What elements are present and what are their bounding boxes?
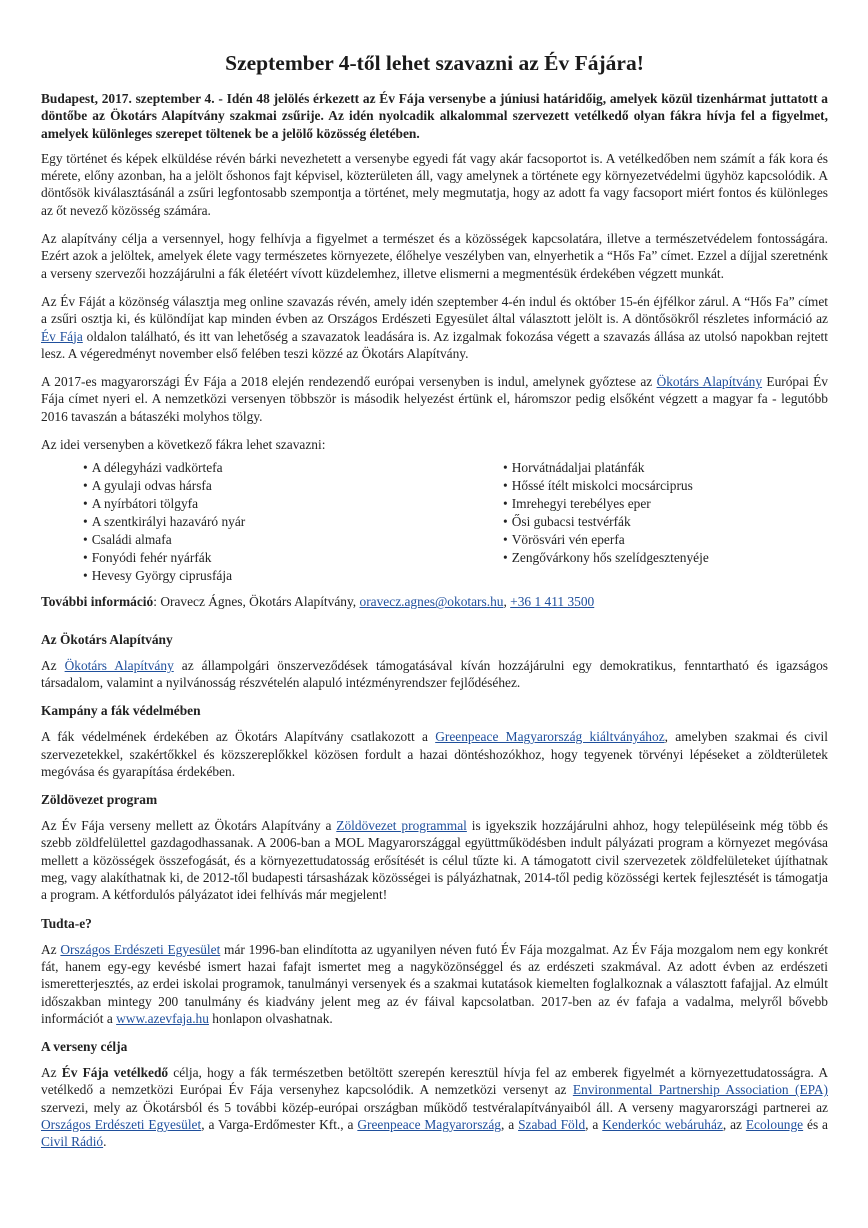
list-item: • A délegyházi vadkörtefa	[83, 459, 503, 477]
zoldovezet-link[interactable]: Zöldövezet programmal	[336, 818, 467, 834]
lead-paragraph: Budapest, 2017. szeptember 4. - Idén 48 jelölés érkezett az Év Fája versenybe a júniusi határidőig, amelyek közül tizenhármat juttatott a döntőbe az Ökotárs Alapítvány szakmai zsűrije. Az idén nyolcadik alkalommal szervezett vetélkedő olyan fákra hívja fel a figyelmet, amelyek különleges szerepet töltenek be a jelölő közösség életében.	[41, 91, 828, 141]
contact-info: További információ: Oravecz Ágnes, Ökotárs Alapítvány, oravecz.agnes@okotars.hu, +36 1 411 3500	[41, 594, 595, 610]
section-okotars-text: Az Ökotárs Alapítvány az állampolgári önszerveződések támogatásával kíván hozzájárulni egy demokratikus, fenntartható és igazságos társadalom, valamint a nyilvánosság részvételén alapuló intézményrendszer fejlődéséhez.	[41, 657, 828, 690]
epa-link[interactable]: Environmental Partnership Association (EPA)	[572, 1082, 828, 1098]
section-heading-goal: A verseny célja	[41, 1039, 128, 1055]
list-item: • Hőssé ítélt miskolci mocsárciprus	[503, 477, 709, 495]
greenpeace-manifesto-link[interactable]: Greenpeace Magyarország kiáltványához	[435, 729, 665, 745]
list-item: • Zengővárkony hős szelídgesztenyéje	[503, 549, 709, 567]
press-release	[41, 46, 828, 1162]
szabad-fold-link[interactable]: Szabad Föld	[518, 1116, 586, 1132]
greenpeace-link[interactable]: Greenpeace Magyarország	[357, 1116, 501, 1132]
paragraph-2: Az alapítvány célja a versennyel, hogy felhívja a figyelmet a természet és a közösségek kapcsolatára, illetve a természetvédelem fontosságára. Ezért azok a jelöltek, amelyek élete vagy természetes környezete, élőhelye veszélyben van, elnyerhetik a “Hős Fa” címet. Ezzel a díjjal szeretnénk a verseny szervezői hozzájárulni a fák életéért vívott küzdelemhez, illetve elismerni a megmentésük érdekében végzett munkát.	[41, 231, 828, 281]
civil-radio-link[interactable]: Civil Rádió	[41, 1134, 104, 1150]
list-item: • Ősi gubacsi testvérfák	[503, 513, 709, 531]
paragraph-5: Az idei versenyben a következő fákra lehet szavazni:	[41, 437, 326, 453]
list-item: • Horvátnádaljai platánfák	[503, 459, 709, 477]
phone-link[interactable]: +36 1 411 3500	[510, 594, 595, 610]
okotars-link[interactable]: Ökotárs Alapítvány	[656, 374, 763, 390]
email-link[interactable]: oravecz.agnes@okotars.hu	[359, 594, 504, 610]
list-item: • Fonyódi fehér nyárfák	[83, 549, 503, 567]
section-campaign-text: A fák védelmének érdekében az Ökotárs Alapítvány csatlakozott a Greenpeace Magyarország kiáltványához, amelyben szakmai és civil szervezetekkel, szakértőkkel és közszereplőkkel közösen fordult a hazai döntéshozókhoz, hogy tegyenek törvényi lépéseket a zöldterületek megóvása és gyarapítása érdekében.	[41, 729, 829, 779]
section-heading-campaign: Kampány a fák védelmében	[41, 703, 201, 719]
section-heading-tudta-e: Tudta-e?	[41, 915, 92, 931]
oee-link[interactable]: Országos Erdészeti Egyesület	[41, 1116, 202, 1132]
section-tudta-e-text: Az Országos Erdészeti Egyesület már 1996-ban elindította az ugyanilyen néven futó Év Fája mozgalmat. Az Év Fája mozgalom nem egy konkrét fát, hanem egy-egy kevésbé ismert hazai fafajt ismertet meg a nagyközönséggel és az erdészeti szakmával. Az adott évben az erdészeti ismeretterjesztés, az erdei iskolai programok, tanulmányi versenyek és a szakmai kutatások kiemelten foglalkoznak a választott fafajjal. Az elmúlt időszakban mintegy 200 tanulmány és kiadvány jelent meg az év fáival kapcsolatban. 2017-ben az év fafaja a vadalma, melyről bővebb információt a www.azevfaja.hu honlapon olvashatnak.	[41, 941, 828, 1026]
paragraph-4: A 2017-es magyarországi Év Fája a 2018 elején rendezendő európai versenyben is indul, amelynek győztese az Ökotárs Alapítvány Európai Év Fája címet nyeri el. A nemzetközi versenyen többször is második helyezést értünk el, háromszor pedig elsőként végzett a magyar fa - legutóbb 2016 tavaszán a bátaszéki molyhos tölgy.	[41, 374, 828, 424]
list-item: • A nyírbátori tölgyfa	[83, 495, 503, 513]
okotars-link[interactable]: Ökotárs Alapítvány	[64, 657, 174, 673]
section-heading-zoldovezet: Zöldövezet program	[41, 792, 158, 808]
list-item: • Családi almafa	[83, 531, 503, 549]
page-title: Szeptember 4-től lehet szavazni az Év Fájára!	[225, 51, 644, 75]
paragraph-1: Egy történet és képek elküldése révén bárki nevezhetett a versenybe egyedi fát vagy akár facsoportot is. A vetélkedőben nem számít a fák kora és mérete, előny azonban, ha a jelölt őshonos fajt képvisel, közterületen áll, vagy amelynek a története egy környezetvédelmi ügyhöz kapcsolódik. A döntősök kiválasztásánál a zsűri legfontosabb szempontja a történet, mely megmutatja, hogy az adott fa vagy facsoport miért fontos és különleges az őt nevező közösség számára.	[41, 150, 828, 218]
list-item: • Imrehegyi terebélyes eper	[503, 495, 709, 513]
list-item: • Hevesy György ciprusfája	[83, 567, 503, 585]
list-item: • Vörösvári vén eperfa	[503, 531, 709, 549]
list-item: • A gyulaji odvas hársfa	[83, 477, 503, 495]
contact-label: További információ	[41, 594, 154, 610]
tree-list-right	[503, 459, 709, 585]
section-goal-text: Az Év Fája vetélkedő célja, hogy a fák természetben betöltött szerepén keresztül hívja fel az emberek figyelmét a környezettudatosságra. A vetélkedő a nemzetközi Európai Év Fája versenyhez kapcsolódik. A nemzetközi versenyt az Environmental Partnership Association (EPA) szervezi, mely az Ökotársból és 5 további közép-európai országban működő testvéralapítványaiból áll. A verseny magyarországi partnerei az Országos Erdészeti Egyesület, a Varga-Erdőmester Kft., a Greenpeace Magyarország, a Szabad Föld, a Kenderkóc webáruház, az Ecolounge és a Civil Rádió.	[41, 1065, 828, 1150]
azevfaja-link[interactable]: www.azevfaja.hu	[116, 1010, 209, 1026]
tree-list	[83, 459, 828, 585]
kenderkoc-link[interactable]: Kenderkóc webáruház	[602, 1116, 723, 1132]
tree-list-left	[83, 459, 503, 585]
list-item: • A szentkirályi hazaváró nyár	[83, 513, 503, 531]
section-heading-okotars: Az Ökotárs Alapítvány	[41, 631, 173, 647]
ecolounge-link[interactable]: Ecolounge	[745, 1116, 804, 1132]
paragraph-3: Az Év Fáját a közönség választja meg online szavazás révén, amely idén szeptember 4-én indul és október 15-én éjfélkor zárul. A “Hős Fa” címet a zsűri osztja ki, és különdíjat kap minden évben az Országos Erdészeti Egyesület által választott jelölt is. A döntősökről részletes információ az Év Fája oldalon található, és itt van lehetőség a szavazatok leadására is. Az izgalmak fokozása végett a szavazás állása az utolsó napokban rejtett lesz. A végeredményt november első felében teszi közzé az Ökotárs Alapítvány.	[41, 293, 828, 361]
section-zoldovezet-text: Az Év Fája verseny mellett az Ökotárs Alapítvány a Zöldövezet programmal is igyekszik hozzájárulni ahhoz, hogy településeink még több és szebb zöldfelülettel gazdagodhassanak. A 2006-ban a MOL Magyarországgal együttműködésben indult pályázati program a környezet megóvása mellett a közösségek összefogását, és a környezettudatosság erősítését is célul tűzte ki. A támogatott civil szervezetek zöldfelületeket újíthatnak meg, vagy alakíthatnak ki, de 2012-től budapesti társasházak közösségei is pályázhatnak, 2014-től pedig közösségi kertek fejlesztését is támogatja a program. A kétfordulós pályázatot idei felhívás már megjelent!	[41, 818, 828, 903]
ev-faja-link[interactable]: Év Fája	[41, 328, 83, 344]
oee-link[interactable]: Országos Erdészeti Egyesület	[60, 941, 221, 957]
